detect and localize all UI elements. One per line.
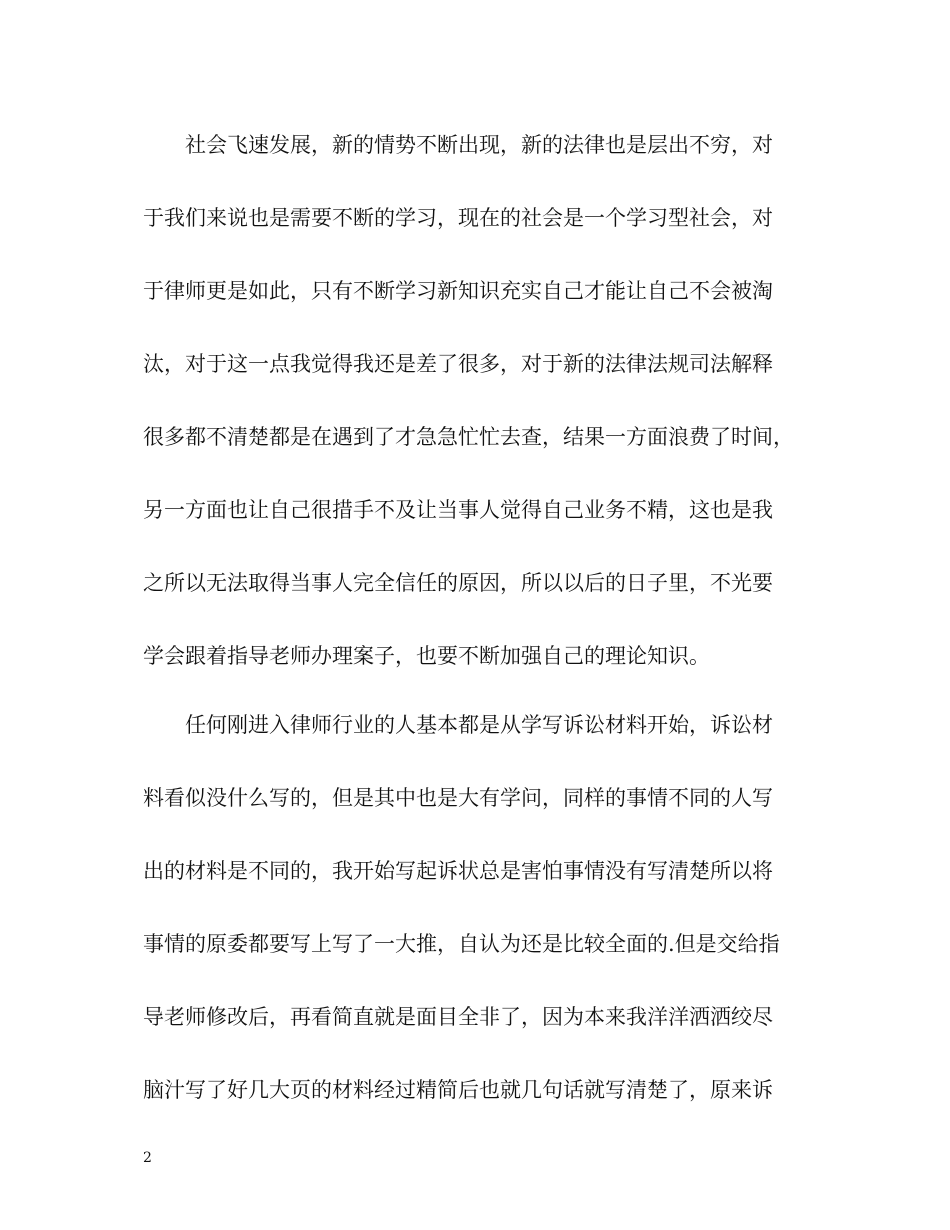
text-line: 于律师更是如此，只有不断学习新知识充实自己才能让自己不会被淘 xyxy=(143,279,773,303)
text-line: 事情的原委都要写上写了一大推，自认为还是比较全面的.但是交给指 xyxy=(143,932,780,956)
page-number: 2 xyxy=(143,1150,152,1166)
text-line: 导老师修改后，再看简直就是面目全非了，因为本来我洋洋洒洒绞尽 xyxy=(143,1005,773,1029)
text-line: 料看似没什么写的，但是其中也是大有学问，同样的事情不同的人写 xyxy=(143,786,773,810)
text-line: 社会飞速发展，新的情势不断出现，新的法律也是层出不穷，对 xyxy=(185,133,773,157)
body-text xyxy=(143,120,808,1138)
text-line: 之所以无法取得当事人完全信任的原因，所以以后的日子里，不光要 xyxy=(143,571,773,595)
text-line: 汰，对于这一点我觉得我还是差了很多，对于新的法律法规司法解释 xyxy=(143,352,773,376)
text-line: 出的材料是不同的，我开始写起诉状总是害怕事情没有写清楚所以将 xyxy=(143,859,773,883)
text-line: 脑汁写了好几大页的材料经过精简后也就几句话就写清楚了，原来诉 xyxy=(143,1078,773,1102)
text-line: 很多都不清楚都是在遇到了才急急忙忙去查，结果一方面浪费了时间， xyxy=(143,425,794,449)
text-line: 任何刚进入律师行业的人基本都是从学写诉讼材料开始，诉讼材 xyxy=(185,713,773,737)
text-line: 学会跟着指导老师办理案子，也要不断加强自己的理论知识。 xyxy=(143,644,710,668)
text-line: 另一方面也让自己很措手不及让当事人觉得自己业务不精，这也是我 xyxy=(143,498,773,522)
text-line: 于我们来说也是需要不断的学习，现在的社会是一个学习型社会，对 xyxy=(143,206,773,230)
